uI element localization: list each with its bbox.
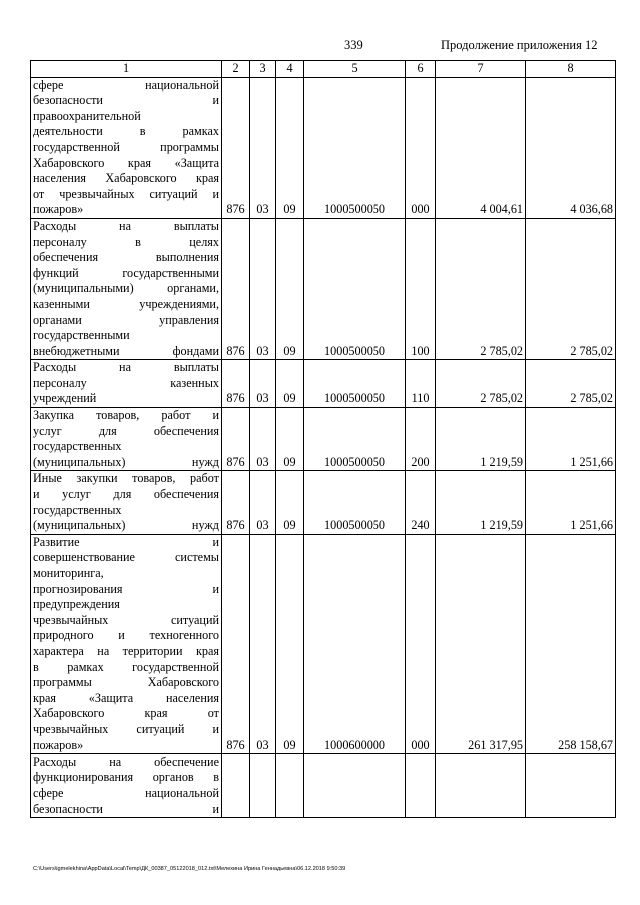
expense-type-code: 110	[406, 360, 436, 408]
amount-year-2	[526, 754, 616, 818]
description-line: Расходы на обеспечение	[33, 754, 219, 769]
description-line: и услуг для обеспечения	[33, 487, 219, 502]
column-header: 8	[526, 61, 616, 78]
description-line: функционирования органов в	[33, 770, 219, 785]
table-row	[31, 408, 616, 471]
amount-year-2: 4 036,68	[526, 77, 616, 218]
page-number: 339	[344, 38, 363, 52]
description-line: государственных	[33, 502, 122, 517]
description-line: программы Хабаровского	[33, 675, 219, 690]
column-header: 4	[276, 61, 304, 78]
description-line: Хабаровского края от	[33, 706, 219, 721]
description-line: чрезвычайных ситуаций и	[33, 721, 219, 736]
target-article-code: 1000500050	[304, 471, 406, 534]
description-line: государственной программы	[33, 139, 219, 154]
expense-type-code	[406, 754, 436, 818]
target-article-code: 1000500050	[304, 77, 406, 218]
row-description	[31, 471, 222, 534]
description-line: правоохранительной	[33, 108, 141, 123]
description-line: чрезвычайных ситуаций	[33, 612, 219, 627]
description-line: персоналу в целях	[33, 234, 219, 249]
description-line: (муниципальных) нужд	[33, 454, 219, 469]
description-line: деятельности в рамках	[33, 124, 219, 139]
section-code	[250, 754, 276, 818]
description-line: сфере национальной	[33, 785, 219, 800]
column-header: 6	[406, 61, 436, 78]
description-line: безопасности и	[33, 801, 219, 816]
description-line: Развитие и	[33, 534, 219, 549]
target-article-code: 1000500050	[304, 218, 406, 359]
expense-type-code: 000	[406, 534, 436, 753]
subsection-code: 09	[276, 360, 304, 408]
section-code: 03	[250, 77, 276, 218]
description-line: функций государственными	[33, 265, 219, 280]
table-row	[31, 77, 616, 218]
description-line: пожаров»	[33, 202, 84, 217]
target-article-code: 1000500050	[304, 408, 406, 471]
row-description	[31, 408, 222, 471]
table-row	[31, 534, 616, 753]
description-line: Расходы на выплаты	[33, 218, 219, 233]
description-line: Расходы на выплаты	[33, 360, 219, 375]
amount-year-2: 2 785,02	[526, 360, 616, 408]
column-header: 1	[31, 61, 222, 78]
description-line: сфере национальной	[33, 77, 219, 92]
description-line: мониторинга,	[33, 566, 104, 580]
row-description	[31, 534, 222, 753]
subsection-code: 09	[276, 471, 304, 534]
description-line: Иные закупки товаров, работ	[33, 471, 219, 486]
subsection-code	[276, 754, 304, 818]
subsection-code: 09	[276, 218, 304, 359]
description-line: прогнозирования и	[33, 581, 219, 596]
description-line: от чрезвычайных ситуаций и	[33, 186, 219, 201]
row-description	[31, 754, 222, 818]
description-line: природного и техногенного	[33, 628, 219, 643]
ministry-code: 876	[222, 218, 250, 359]
column-header: 2	[222, 61, 250, 78]
ministry-code: 876	[222, 360, 250, 408]
amount-year-1: 2 785,02	[436, 360, 526, 408]
amount-year-2: 2 785,02	[526, 218, 616, 359]
amount-year-1	[436, 754, 526, 818]
amount-year-1: 4 004,61	[436, 77, 526, 218]
row-description	[31, 77, 222, 218]
subsection-code: 09	[276, 534, 304, 753]
target-article-code: 1000500050	[304, 360, 406, 408]
section-code: 03	[250, 534, 276, 753]
description-line: (муниципальных) нужд	[33, 518, 219, 533]
ministry-code	[222, 754, 250, 818]
ministry-code: 876	[222, 77, 250, 218]
description-line: предупреждения	[33, 597, 120, 612]
table-row	[31, 218, 616, 359]
description-line: в рамках государственной	[33, 659, 219, 674]
expense-type-code: 240	[406, 471, 436, 534]
amount-year-1: 261 317,95	[436, 534, 526, 753]
appendix-continuation-label: Продолжение приложения 12	[441, 38, 598, 52]
amount-year-1: 1 219,59	[436, 408, 526, 471]
ministry-code: 876	[222, 534, 250, 753]
description-line: совершенствование системы	[33, 550, 219, 565]
description-line: населения Хабаровского края	[33, 171, 219, 186]
expense-type-code: 100	[406, 218, 436, 359]
description-line: органами управления	[33, 312, 219, 327]
subsection-code: 09	[276, 77, 304, 218]
description-line: услуг для обеспечения	[33, 423, 219, 438]
row-description	[31, 218, 222, 359]
budget-table	[30, 60, 616, 818]
amount-year-2: 258 158,67	[526, 534, 616, 753]
description-line: характера на территории края	[33, 643, 219, 658]
expense-type-code: 200	[406, 408, 436, 471]
description-line: безопасности и	[33, 93, 219, 108]
description-line: государственными	[33, 328, 130, 343]
row-description	[31, 360, 222, 408]
section-code: 03	[250, 360, 276, 408]
description-line: государственных	[33, 439, 122, 454]
expense-type-code: 000	[406, 77, 436, 218]
target-article-code	[304, 754, 406, 818]
section-code: 03	[250, 218, 276, 359]
amount-year-1: 1 219,59	[436, 471, 526, 534]
target-article-code: 1000600000	[304, 534, 406, 753]
description-line: обеспечения выполнения	[33, 250, 219, 265]
description-line: персоналу казенных	[33, 375, 219, 390]
column-header: 5	[304, 61, 406, 78]
amount-year-2: 1 251,66	[526, 471, 616, 534]
description-line: пожаров»	[33, 737, 84, 752]
column-number-row	[31, 61, 616, 78]
ministry-code: 876	[222, 408, 250, 471]
table-row	[31, 754, 616, 818]
description-line: учреждений	[33, 391, 97, 406]
section-code: 03	[250, 408, 276, 471]
section-code: 03	[250, 471, 276, 534]
table-row	[31, 360, 616, 408]
amount-year-2: 1 251,66	[526, 408, 616, 471]
description-line: Хабаровского края «Защита	[33, 155, 219, 170]
ministry-code: 876	[222, 471, 250, 534]
table-row	[31, 471, 616, 534]
file-path-footer: C:\Users\igmelekhina\AppData\Local\Temp\ДК_00387_05122018_012.txt\Мелехина Ирина Геннадьевна\06.12.2018 9:50:39	[33, 866, 346, 872]
description-line: края «Защита населения	[33, 690, 219, 705]
subsection-code: 09	[276, 408, 304, 471]
description-line: внебюджетными фондами	[33, 343, 219, 358]
amount-year-1: 2 785,02	[436, 218, 526, 359]
description-line: казенными учреждениями,	[33, 296, 219, 311]
description-line: Закупка товаров, работ и	[33, 408, 219, 423]
column-header: 7	[436, 61, 526, 78]
column-header: 3	[250, 61, 276, 78]
description-line: (муниципальными) органами,	[33, 281, 219, 296]
